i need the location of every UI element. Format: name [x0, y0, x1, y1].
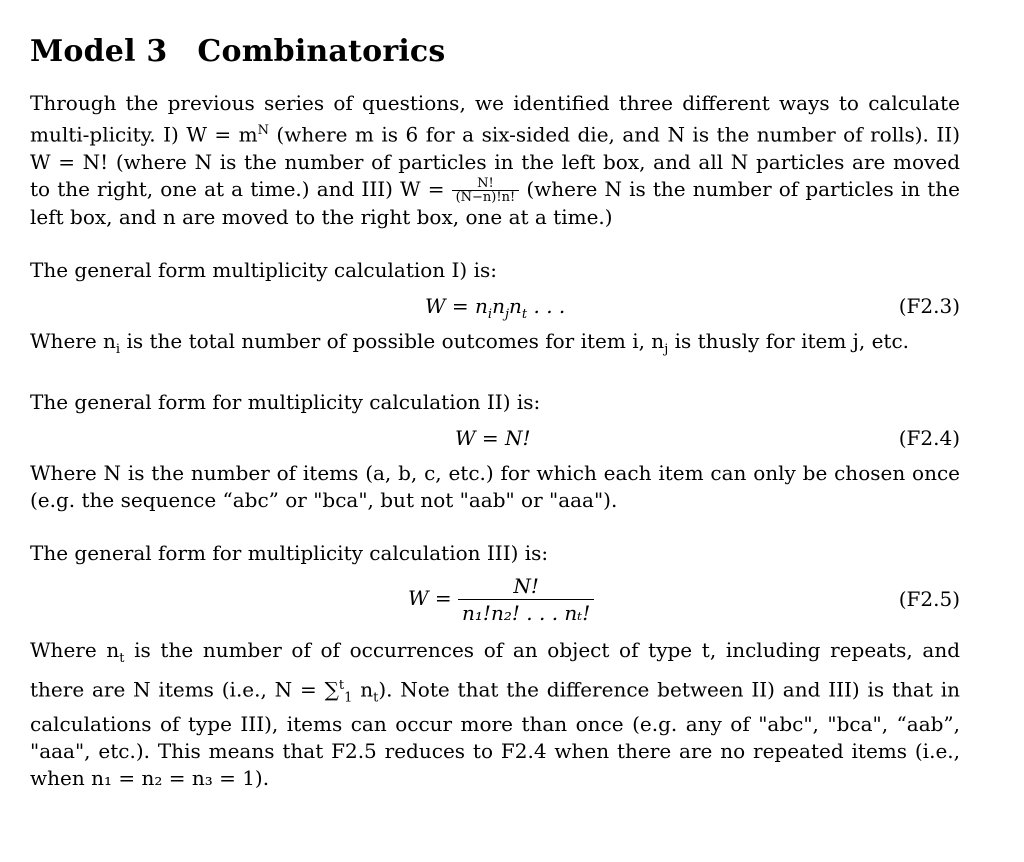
intro-fraction-numerator: N!	[452, 177, 520, 191]
equation-f2-5-body: W = $\frac{N!}{\text{n₁!n₂! . . . nₜ!}}$	[408, 573, 594, 626]
section1-where: Where $n_i$ is the total number of possible outcomes for item i, $n_j$ is thusly for item j, etc.	[30, 328, 910, 357]
equation-f2-3-label: (F2.3)	[898, 293, 960, 318]
equation-f2-5-label: (F2.5)	[898, 586, 960, 611]
intro-text-1: Through the previous series of questions, we identified three different ways to calculate multi-plicity.	[30, 91, 960, 147]
intro-text-2: I) W = m	[163, 122, 258, 147]
section1-lead: The general form multiplicity calculation I) is:	[30, 257, 497, 282]
equation-f2-5-numerator: N!	[458, 573, 594, 600]
intro-superscript: N	[257, 123, 269, 138]
equation-f2-5-fraction	[458, 573, 594, 626]
equation-f2-4-label: (F2.4)	[898, 425, 960, 450]
model-title: Combinatorics	[197, 34, 446, 69]
model-number: Model 3	[30, 34, 168, 69]
intro-text-3: (where m is 6 for a six-sided die, and N is the number of rolls). II) W = N! (where N is the number of particles in the left box, and all N particles are moved to the right, one at a time.) and III) W =	[30, 122, 960, 201]
equation-f2-3-body: $W = n_in_jn_t$ . . .	[425, 293, 566, 322]
document-page	[30, 32, 960, 792]
intro-fraction-denominator: (N−n)!n!	[455, 189, 516, 205]
equation-f2-4-body: W = N!	[455, 425, 531, 450]
section3-lead: The general form for multiplicity calculation III) is:	[30, 540, 549, 565]
equation-f2-3	[30, 284, 960, 328]
section2-where: Where N is the number of items (a, b, c, etc.) for which each item can only be chosen once (e.g. the sequence “abc” or "bca", but not "aab" or "aaa").	[30, 460, 960, 512]
section2-lead: The general form for multiplicity calculation II) is:	[30, 389, 541, 414]
equation-f2-5-denominator: n₁!n₂! . . . nₜ!	[462, 600, 591, 625]
equation-f2-5	[30, 567, 960, 637]
equation-f2-4	[30, 416, 960, 460]
section3-where: Where $n_t$ is the number of of occurrences of an object of type t, including repeats, and there are N items (i.e., N = ∑$^t_1$ $n_t$). Note that the difference between II) and III) is that in calculations of type III), items can occur more than once (e.g. any of "abc", "bca", “aab”, "aaa", etc.). This means that F2.5 reduces to F2.4 when there are no repeated items (i.e., when n₁ = n₂ = n₃ = 1).	[30, 637, 960, 791]
intro-paragraph	[30, 90, 960, 231]
intro-text-4: (where N is the number of particles in the left box, and n are moved to the right box, one at a time.)	[30, 176, 961, 229]
intro-fraction	[452, 177, 520, 204]
model-heading	[30, 32, 960, 72]
